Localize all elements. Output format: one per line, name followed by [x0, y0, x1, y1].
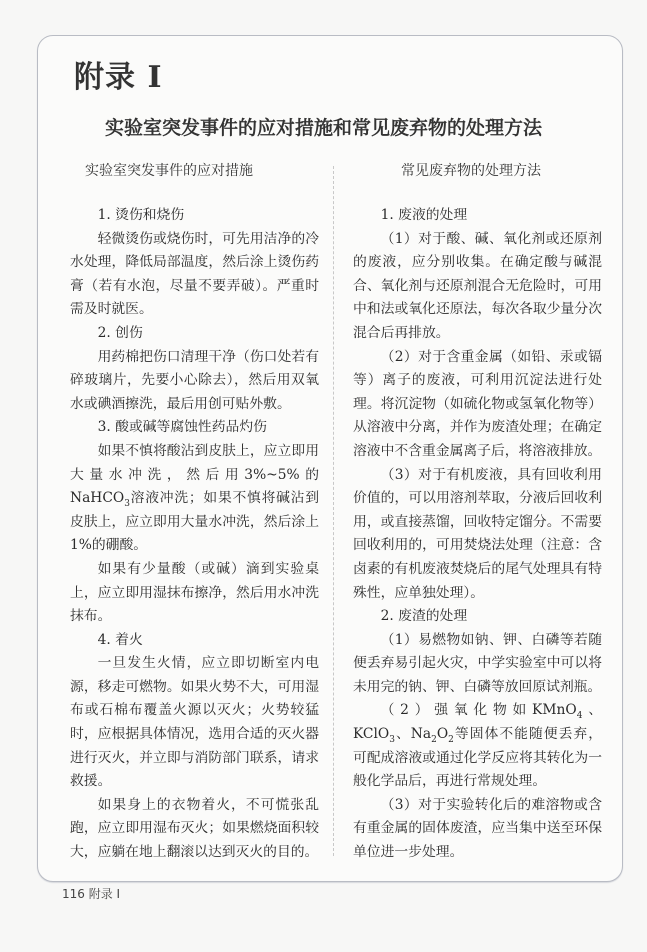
subscript: 4 — [576, 711, 583, 722]
paragraph — [70, 228, 319, 322]
footer-section: 附录 I — [88, 887, 121, 901]
section-heading — [70, 204, 319, 228]
column-divider — [333, 166, 334, 856]
text-run: 4. 着火 — [97, 631, 143, 648]
right-column-heading: 常见废弃物的处理方法 — [401, 163, 541, 179]
paragraph — [70, 558, 319, 629]
paragraph — [70, 346, 319, 417]
page-number: 116 — [62, 887, 85, 901]
text-run: 如果有少量酸（或碱）滴到实验桌上，应立即用湿抹布擦净，然后用水冲洗抹布。 — [70, 560, 319, 625]
paragraph — [353, 629, 602, 700]
text-run: 如果不慎将酸沾到皮肤上，应立即用大量水冲洗，然后用3%~5%的NaHCO — [70, 442, 319, 507]
section-heading — [70, 416, 319, 440]
page-footer — [62, 885, 120, 902]
right-column — [353, 204, 602, 865]
paragraph — [353, 794, 602, 865]
text-run: 1. 废液的处理 — [380, 207, 468, 223]
subscript: 3 — [124, 498, 130, 509]
text-run: 1. 烫伤和烧伤 — [97, 207, 185, 223]
section-heading — [353, 605, 602, 629]
paragraph — [70, 652, 319, 794]
paragraph — [353, 699, 602, 793]
page-subtitle: 实验室突发事件的应对措施和常见废弃物的处理方法 — [104, 117, 542, 139]
text-run: （3）对于实验转化后的难溶物或含有重金属的固体废渣，应当集中送至环保单位进一步处理。 — [353, 796, 602, 861]
text-run: （2）强氧化物如KMnO — [380, 702, 577, 719]
subscript: 2 — [448, 734, 454, 745]
text-run: （1）易燃物如钠、钾、白磷等若随便丢弃易引起火灾，中学实验室中可以将未用完的钠、钾、白磷等放回原试剂瓶。 — [353, 631, 602, 695]
text-run: 一旦发生火情，应立即切断室内电源，移走可燃物。如果火势不大，可用湿布或石棉布覆盖火源以灭火；火势较猛时，应根据具体情况，选用合适的灭火器进行灭火，并立即与消防部门联系，请求救援。 — [70, 655, 319, 790]
text-run: 轻微烫伤或烧伤时，可先用洁净的冷水处理，降低局部温度，然后涂上烫伤药膏（若有水泡，尽量不要弄破）。严重时需及时就医。 — [70, 230, 319, 318]
section-heading — [70, 629, 319, 653]
paragraph — [353, 346, 602, 464]
appendix-title: 附录 I — [74, 60, 163, 95]
section-heading — [353, 204, 602, 228]
paragraph — [353, 228, 602, 346]
left-column — [70, 204, 319, 865]
paragraph — [70, 794, 319, 865]
text-run: （1）对于酸、碱、氧化剂或还原剂的废液，应分别收集。在确定酸与碱混合、氧化剂与还原剂混合无危险时，可用中和法或氧化还原法，每次各取少量分次混合后再排放。 — [353, 230, 602, 341]
subscript: 3 — [389, 734, 395, 745]
text-run: 、KClO — [353, 702, 602, 743]
text-run: 溶液冲洗；如果不慎将碱沾到皮肤上，应立即用大量水冲洗，然后涂上1%的硼酸。 — [70, 490, 319, 554]
subscript: 2 — [431, 734, 437, 745]
text-run: O — [436, 726, 449, 743]
text-run: 、Na — [394, 726, 432, 743]
paragraph — [353, 464, 602, 606]
text-run: 用药棉把伤口清理干净（伤口处若有碎玻璃片，先要小心除去），然后用双氧水或碘酒擦洗，最后用创可贴外敷。 — [70, 348, 319, 412]
paragraph — [70, 440, 319, 558]
text-run: （2）对于含重金属（如铅、汞或镉等）离子的废液，可利用沉淀法进行处理。将沉淀物（如硫化物或氢氧化物等）从溶液中分离，并作为废渣处理；在确定溶液中不含重金属离子后，将溶液排放。 — [353, 348, 602, 459]
section-heading — [70, 322, 319, 346]
text-run: 等固体不能随便丢弃，可配成溶液或通过化学反应将其转化为一般化学品后，再进行常规处理。 — [353, 726, 602, 790]
text-run: 2. 创伤 — [97, 324, 143, 341]
left-column-heading: 实验室突发事件的应对措施 — [85, 163, 253, 179]
text-run: 3. 酸或碱等腐蚀性药品灼伤 — [97, 419, 267, 436]
text-run: 如果身上的衣物着火，不可慌张乱跑，应立即用湿布灭火；如果燃烧面积较大，应躺在地上翻滚以达到灭火的目的。 — [70, 796, 319, 861]
text-run: （3）对于有机废液，具有回收利用价值的，可以用溶剂萃取，分液后回收利用，或直接蒸馏，回收特定馏分。不需要回收利用的，可用焚烧法处理（注意：含卤素的有机废液焚烧后的尾气处理具有特殊性，应单独处理）。 — [353, 466, 602, 601]
text-run: 2. 废渣的处理 — [380, 608, 468, 625]
